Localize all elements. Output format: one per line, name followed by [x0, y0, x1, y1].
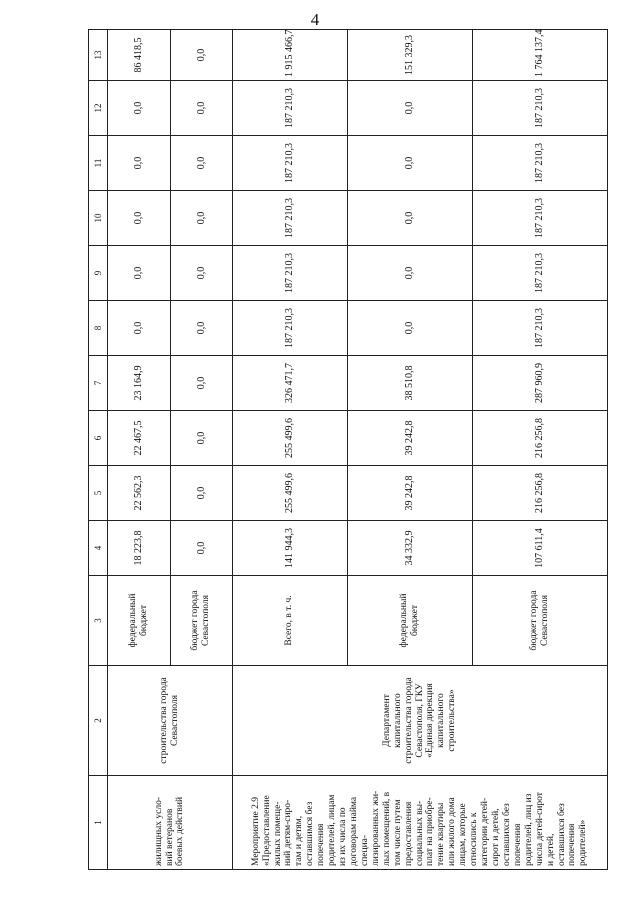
value-cell: 0,0	[347, 191, 472, 246]
measure-description: жилищных усло- вий ветеранов боевых действий	[108, 776, 233, 870]
value-cell: 255 499,6	[233, 411, 348, 466]
value-cell: 187 210,3	[472, 81, 607, 136]
value-cell: 1 764 137,4	[472, 30, 607, 81]
value-cell: 187 210,3	[472, 191, 607, 246]
header-cell: 10	[89, 191, 108, 246]
header-cell: 13	[89, 30, 108, 81]
value-cell: 216 256,8	[472, 411, 607, 466]
value-cell: 141 944,3	[233, 521, 348, 576]
value-cell: 22 467,5	[108, 411, 171, 466]
value-cell: 326 471,7	[233, 356, 348, 411]
value-cell: 0,0	[170, 81, 233, 136]
value-cell: 0,0	[170, 191, 233, 246]
value-cell: 0,0	[108, 191, 171, 246]
value-cell: 86 418,5	[108, 30, 171, 81]
value-cell: 0,0	[170, 521, 233, 576]
value-cell: 187 210,3	[233, 136, 348, 191]
value-cell: 187 210,3	[472, 136, 607, 191]
value-cell: 1 915 466,7	[233, 30, 348, 81]
value-cell: 0,0	[347, 81, 472, 136]
value-cell: 23 164,9	[108, 356, 171, 411]
value-cell: 287 960,9	[472, 356, 607, 411]
value-cell: 0,0	[108, 136, 171, 191]
table-row	[233, 30, 348, 870]
page-number: 4	[310, 10, 320, 29]
funding-source: Всего, в т. ч.	[233, 576, 348, 666]
header-cell: 8	[89, 301, 108, 356]
value-cell: 187 210,3	[472, 301, 607, 356]
value-cell: 0,0	[108, 246, 171, 301]
funding-source: бюджет города Севастополя	[472, 576, 607, 666]
value-cell: 0,0	[347, 301, 472, 356]
value-cell: 0,0	[170, 411, 233, 466]
funding-source: бюджет города Севастополя	[170, 576, 233, 666]
value-cell: 107 611,4	[472, 521, 607, 576]
value-cell: 18 223,8	[108, 521, 171, 576]
header-cell: 12	[89, 81, 108, 136]
value-cell: 0,0	[347, 246, 472, 301]
table-row	[108, 30, 171, 870]
header-cell: 5	[89, 466, 108, 521]
responsible-executor: Департамент капитального строительства города Севастополя, ГКУ «Единая дирекция капитального строительства»	[233, 666, 608, 776]
header-cell: 9	[89, 246, 108, 301]
value-cell: 187 210,3	[233, 301, 348, 356]
value-cell: 187 210,3	[472, 246, 607, 301]
header-cell: 2	[89, 666, 108, 776]
header-cell: 3	[89, 576, 108, 666]
value-cell: 39 242,8	[347, 466, 472, 521]
value-cell: 0,0	[170, 466, 233, 521]
value-cell: 216 256,8	[472, 466, 607, 521]
value-cell: 0,0	[170, 356, 233, 411]
value-cell: 0,0	[170, 30, 233, 81]
value-cell: 0,0	[108, 81, 171, 136]
value-cell: 39 242,8	[347, 411, 472, 466]
header-row	[89, 30, 108, 870]
funding-source: федеральный бюджет	[347, 576, 472, 666]
value-cell: 0,0	[108, 301, 171, 356]
measure-description: Мероприятие 2.9 «Предоставление жилых помеще- ний детям-сиро- там и детям, оставшимся без попечения родителей, лицам из их числа по договорам найма специа- лизированных жи- лых помещений, в том числе путем предоставления социальных вы- плат на приобре- тение квартиры или жилого дома лицам, которые относились к категории детей- сирот и детей, оставшихся без попечения родителей, лиц из числа детей-сирот и детей, оставшихся без попечения родителей»	[233, 776, 608, 870]
header-cell: 7	[89, 356, 108, 411]
value-cell: 22 562,3	[108, 466, 171, 521]
value-cell: 38 510,8	[347, 356, 472, 411]
value-cell: 187 210,3	[233, 81, 348, 136]
responsible-executor: строительства города Севастополя	[108, 666, 233, 776]
budget-table	[88, 29, 608, 870]
value-cell: 0,0	[170, 136, 233, 191]
header-cell: 6	[89, 411, 108, 466]
value-cell: 151 329,3	[347, 30, 472, 81]
header-cell: 11	[89, 136, 108, 191]
value-cell: 187 210,3	[233, 191, 348, 246]
value-cell: 0,0	[170, 246, 233, 301]
header-cell: 4	[89, 521, 108, 576]
value-cell: 0,0	[347, 136, 472, 191]
value-cell: 0,0	[170, 301, 233, 356]
header-cell: 1	[89, 776, 108, 870]
value-cell: 34 332,9	[347, 521, 472, 576]
value-cell: 255 499,6	[233, 466, 348, 521]
value-cell: 187 210,3	[233, 246, 348, 301]
rotated-table-container	[88, 30, 608, 870]
funding-source: федеральный бюджет	[108, 576, 171, 666]
